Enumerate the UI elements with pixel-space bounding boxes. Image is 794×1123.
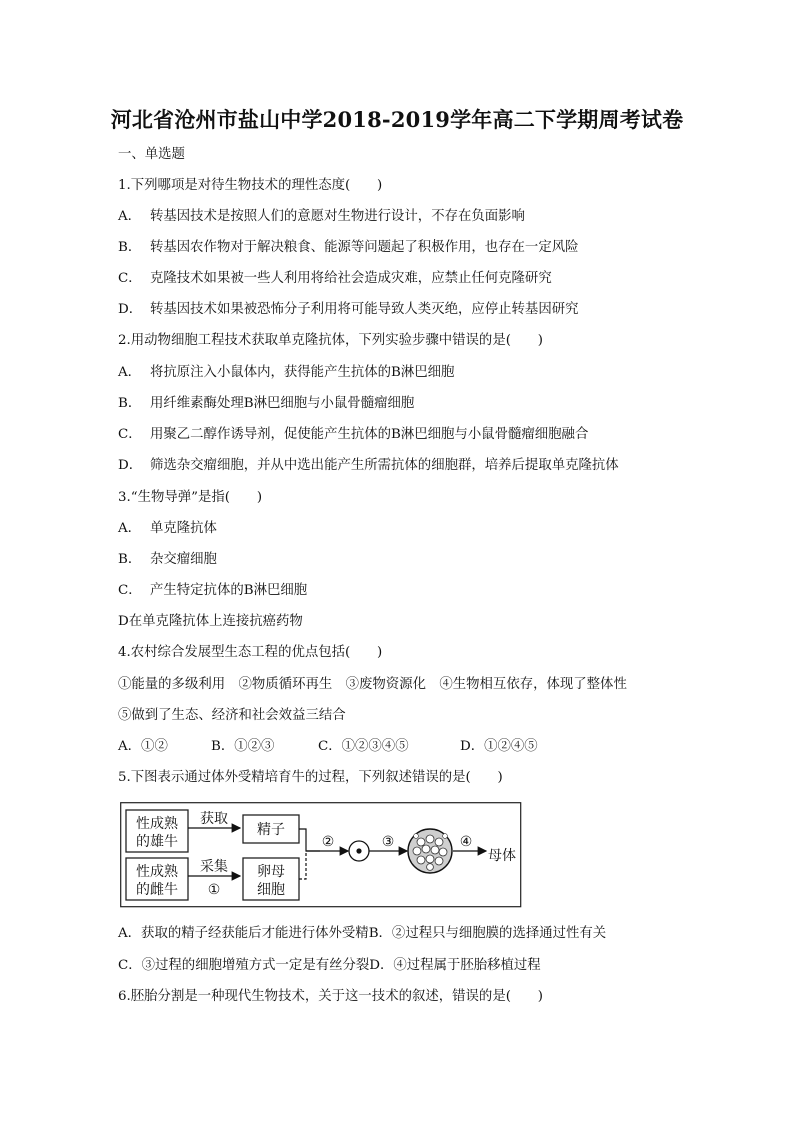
question-1-stem: 1.下列哪项是对待生物技术的理性态度( ) [118,178,383,193]
option-text: 筛选杂交瘤细胞，并从中选出能产生所需抗体的细胞群，培养后提取单克隆抗体 [150,458,619,473]
option-label: A． [118,365,142,380]
option-text: 转基因技术是按照人们的意愿对生物进行设计，不存在负面影响 [150,209,525,224]
option-label: D． [118,302,143,317]
option-text: 单克隆抗体 [150,521,217,536]
option-label: D． [118,458,143,473]
q4-option-a: A．①② [118,739,168,754]
step-2-label: ② [321,834,335,850]
option-text: D在单克隆抗体上连接抗癌药物 [118,614,303,629]
q3-option-b [118,551,217,569]
q2-option-c [118,426,588,444]
step-1-label: ① [207,882,221,898]
q2-option-a [118,364,454,382]
q5-options-line-2: C．③过程的细胞增殖方式一定是有丝分裂D．④过程属于胚胎移植过程 [118,958,541,973]
option-text: 产生特定抗体的B淋巴细胞 [150,583,308,598]
q3-option-c [118,582,307,600]
question-6-stem: 6.胚胎分割是一种现代生物技术，关于这一技术的叙述，错误的是( ) [118,989,543,1004]
egg-connector [299,851,306,879]
female-cattle-label-1: 性成熟 [136,864,178,880]
q4-option-d: D．①②④⑤ [460,739,538,754]
option-label: B． [118,240,142,255]
option-text: 将抗原注入小鼠体内，获得能产生抗体的B淋巴细胞 [150,365,455,380]
q4-statement-1: ①能量的多级利用 ②物质循环再生 ③废物资源化 ④生物相互依存，体现了整体性 [118,677,627,692]
q4-options [118,738,538,756]
option-label: C． [118,427,142,442]
embryo-cluster [408,829,452,873]
obtain-label: 获取 [200,811,228,827]
step-3-label: ③ [381,834,395,850]
sperm-connector [299,829,320,851]
q4-statement-2: ⑤做到了生态、经济和社会效益三结合 [118,708,346,723]
male-cattle-label-1: 性成熟 [136,816,178,832]
diagram-frame [121,803,521,907]
zygote-nucleus [356,848,361,853]
question-3-stem: 3.“生物导弹”是指( ) [118,490,263,505]
q2-option-b [118,395,414,413]
option-label: B． [118,396,142,411]
female-cattle-label-2: 的雌牛 [136,882,178,898]
question-4-stem: 4.农村综合发展型生态工程的优点包括( ) [118,645,383,660]
male-cattle-label-2: 的雄牛 [136,834,178,850]
option-label: B． [118,552,142,567]
option-text: 用聚乙二醇作诱导剂，促使能产生抗体的B淋巴细胞与小鼠骨髓瘤细胞融合 [150,427,589,442]
q3-option-d [118,613,303,631]
option-text: 用纤维素酶处理B淋巴细胞与小鼠骨髓瘤细胞 [150,396,415,411]
egg-label-1: 卵母 [257,864,285,880]
q2-option-d [118,457,619,475]
q1-option-b [118,239,579,257]
q1-option-c [118,270,552,288]
option-text: 转基因技术如果被恐怖分子利用将可能导致人类灭绝，应停止转基因研究 [150,302,579,317]
option-label: C． [118,271,142,286]
ivf-process-diagram [120,802,522,908]
collect-label: 采集 [200,859,228,875]
diagram-svg [120,802,522,908]
option-label: A． [118,521,142,536]
page-title: 河北省沧州市盐山中学2018-2019学年高二下学期周考试卷 [110,107,684,132]
q4-option-c: C．①②③④⑤ [318,739,409,754]
egg-label-2: 细胞 [257,882,285,898]
q4-option-b: B．①②③ [211,739,275,754]
sperm-label: 精子 [257,822,285,838]
q1-option-a [118,208,525,226]
option-text: 杂交瘤细胞 [150,552,217,567]
question-2-stem: 2.用动物细胞工程技术获取单克隆抗体，下列实验步骤中错误的是( ) [118,333,543,348]
option-label: A． [118,209,142,224]
q1-option-d [118,301,579,319]
question-5-stem: 5.下图表示通过体外受精培育牛的过程，下列叙述错误的是( ) [118,770,503,785]
option-label: C． [118,583,142,598]
q3-option-a [118,520,217,538]
mother-label: 母体 [488,848,516,864]
q5-options-line-1: A．获取的精子经获能后才能进行体外受精B．②过程只与细胞膜的选择通过性有关 [118,926,607,941]
option-text: 克隆技术如果被一些人利用将给社会造成灾难，应禁止任何克隆研究 [150,271,552,286]
step-4-label: ④ [459,834,473,850]
section-heading: 一、单选题 [118,147,185,162]
option-text: 转基因农作物对于解决粮食、能源等问题起了积极作用，也存在一定风险 [150,240,579,255]
